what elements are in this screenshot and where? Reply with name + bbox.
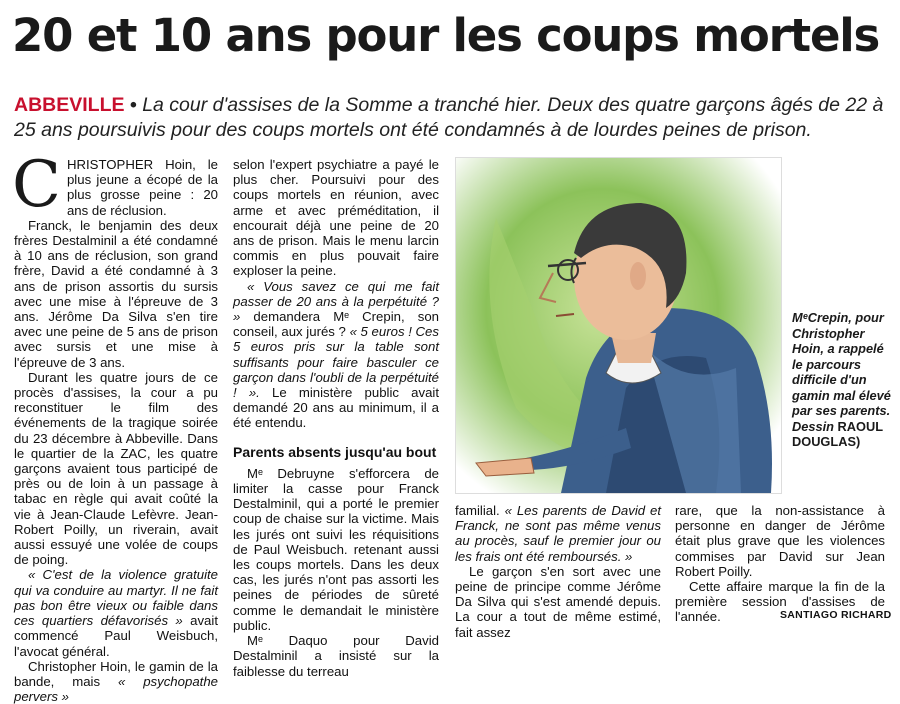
quote: « Les parents de David et Franck, ne sont pas même venus au procès, sauf le premier jour ou les frais ont été remboursés. » (455, 503, 661, 564)
article-column-1 (12, 148, 218, 704)
lawyer-sketch-icon (456, 158, 781, 493)
paragraph: Franck, le benjamin des deux frères Destalminil a été condamné à 10 ans de réclusion, son grand frère, David a été condamné à 3 ans de prison assortis du sursis avec une mise à l'épreuve de 3 ans. Jérôme Da Silva s'en tire avec une peine de 5 ans de prison avec sursis et une mise à l'épreuve de 3 ans. (14, 217, 218, 370)
paragraph (14, 567, 218, 658)
quote: « 5 euros ! Ces 5 euros pris sur la table sont suffisants pour faire basculer ce garçon dans l'oubli de la perpétuité ! ». (233, 324, 439, 401)
paragraph: Cette affaire marque la fin de la première session d'assises de l'année. (675, 579, 885, 625)
article-column-3 (455, 503, 661, 640)
article-column-2 (233, 157, 439, 679)
headline: 20 et 10 ans pour les coups mortels (12, 9, 880, 62)
paragraph: Le garçon s'en sort avec une peine de principe comme Jérôme Da Silva qui s'est amendé depuis. La cour a tout de même estimé, fait assez (455, 563, 661, 640)
paragraph (14, 659, 218, 704)
caption-text: MᵉCrepin, pour Christopher Hoin, a rappelé le parcours difficile d'un gamin mal élevé par ses parents. Dessin (792, 310, 891, 434)
lead-paragraph (14, 93, 886, 143)
quote: « C'est de la violence gratuite qui va conduire au martyr. Il ne fait pas bon être vieux ou faible dans ces quartiers défavorisés » (14, 567, 218, 629)
paragraph-text: Christopher Hoin, le gamin de la bande, mais (14, 658, 218, 689)
quote: « psychopathe pervers » (14, 673, 218, 704)
paragraph: Durant les quatre jours de ce procès d'assises, la cour a pu reconstituer le film des événements de la tragique soirée du 23 décembre à Abbeville. Dans le quartier de la ZAC, les quatre garçons avaient tous participé de près ou de loin à un passage à tabac en règle qui avait coûté la vie à Jean-Claude Lefèvre. Jean-Robert Poilly, un riverain, avait aussi essuyé une volée de coups de poing. (14, 369, 218, 568)
paragraph-text: avait commencé Paul Weisbuch, l'avocat général. (14, 613, 218, 659)
dateline-bullet: • (129, 94, 137, 116)
paragraph: HRISTOPHER Hoin, le plus jeune a écopé de la plus grosse peine : 20 ans de réclusion. (66, 157, 218, 218)
paragraph: rare, que la non-assistance à personne en danger de Jérôme était plus grave que les violences commises par David sur Jean Robert Poilly. (675, 503, 885, 579)
drop-cap: C (12, 148, 61, 222)
article-column-4 (675, 503, 885, 625)
courtroom-illustration (455, 157, 782, 494)
dateline-place: ABBEVILLE (14, 94, 125, 116)
paragraph: Mᵉ Daquo pour David Destalminil a insisté sur la faiblesse du terreau (233, 633, 439, 679)
author-signature: SANTIAGO RICHARD (780, 609, 892, 621)
paragraph: selon l'expert psychiatre a payé le plus cher. Poursuivi pour des coups mortels en réunion, avec arme et avec préméditation, il encourait déjà une peine de 20 ans de prison. Mais le menu larcin commis en plus pouvait faire exploser la peine. (233, 157, 439, 279)
quote: « Vous savez ce qui me fait passer de 20 ans à la perpétuité ? » (233, 278, 439, 325)
lead-text: La cour d'assises de la Somme a tranché hier. Deux des quatre garçons âgés de 22 à 25 ans poursuivis pour des coups mortels ont été condamnés à de lourdes peines de prison. (14, 94, 884, 141)
paragraph-text: Le ministère public avait demandé 20 ans au minimum, il a été entendu. (233, 385, 440, 431)
paragraph-text: demandera Mᵉ Crepin, son conseil, aux jurés ? (233, 309, 439, 340)
illustration-caption (792, 310, 892, 450)
paragraph (455, 503, 661, 564)
section-subhead: Parents absents jusqu'au bout (233, 443, 437, 460)
paragraph (233, 279, 439, 431)
paragraph: Mᵉ Debruyne s'efforcera de limiter la casse pour Franck Destalminil, qui a porté le premier coup de chaise sur la victime. Mais les jurés ont suivi les réquisitions de Paul Weisbuch. retenant aussi les coups mortels. Dans les deux cas, les jurés n'ont pas assorti les peines de périodes de sûreté comme le demandait le ministère public. (233, 465, 439, 633)
caption-credit: RAOUL DOUGLAS) (792, 418, 883, 449)
paragraph-text: familial. (455, 503, 505, 518)
